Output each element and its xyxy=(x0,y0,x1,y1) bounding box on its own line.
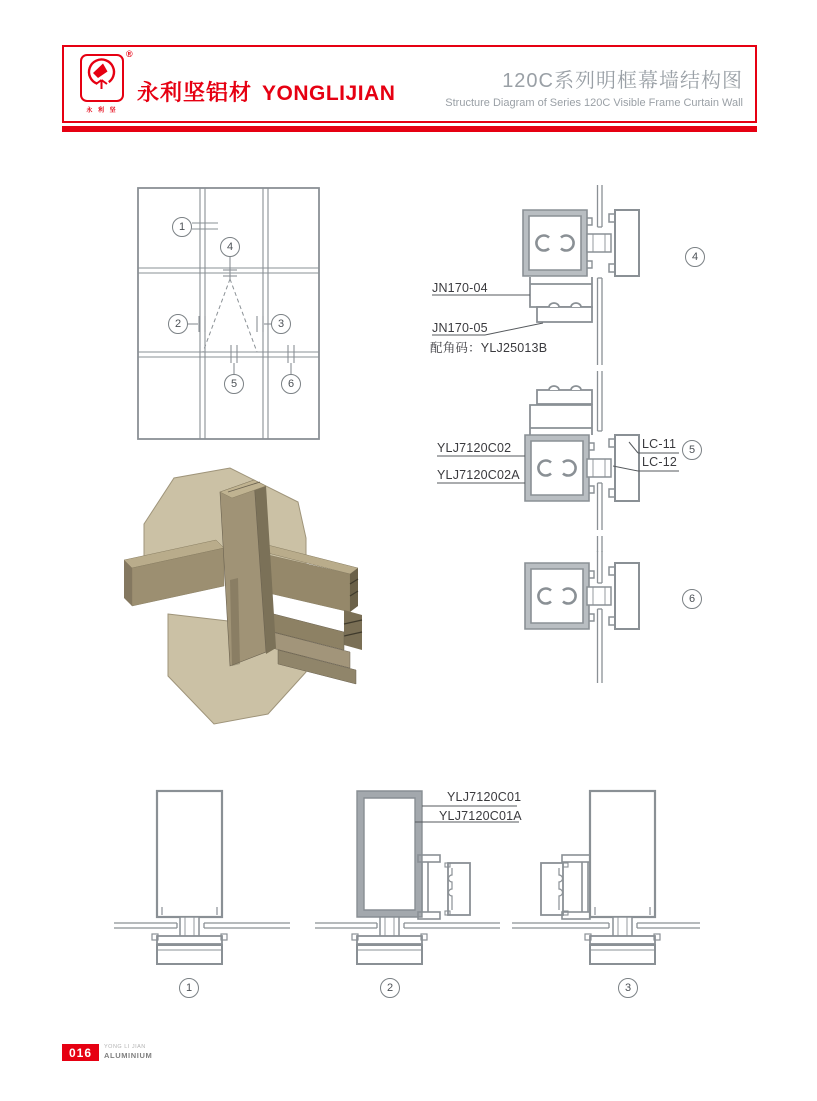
profile-3d-render xyxy=(118,462,366,734)
elevation-diagram xyxy=(130,182,330,444)
opening-sash-dashes xyxy=(203,279,257,352)
glass-plan-lines xyxy=(114,923,700,928)
elevation-callout-6: 6 xyxy=(281,374,301,394)
footer-brand-name: YONG LI JIAN xyxy=(104,1044,146,1050)
logo-caption: 永 利 坚 xyxy=(86,108,118,114)
transom-left-arm xyxy=(124,540,224,606)
part-label-jn170-05: JN170-05 xyxy=(432,321,488,335)
page-title-zh: 120C系列明框幕墙结构图 xyxy=(502,70,743,92)
elevation-callout-3: 3 xyxy=(271,314,291,334)
elevation-callout-2: 2 xyxy=(168,314,188,334)
bottom-callout-1: 1 xyxy=(179,978,199,998)
header-red-bar xyxy=(62,126,757,132)
detail-callout-5: 5 xyxy=(682,440,702,460)
part-label-ylj7120c01: YLJ7120C01 xyxy=(447,790,522,804)
footer-brand xyxy=(104,1044,152,1060)
elevation-callout-4: 4 xyxy=(220,237,240,257)
company-name-en: YONGLIJIAN xyxy=(262,82,396,105)
detail-callout-4: 4 xyxy=(685,247,705,267)
page-title-en: Structure Diagram of Series 120C Visible Frame Curtain Wall xyxy=(445,97,743,109)
part-label-lc-12: LC-12 xyxy=(642,455,678,469)
company-logo xyxy=(80,54,124,102)
registered-mark: ® xyxy=(126,49,133,59)
glass-section-lines xyxy=(598,185,603,683)
bottom-callout-2: 2 xyxy=(380,978,400,998)
footer-brand-aluminium: ALUMINIUM xyxy=(104,1050,153,1060)
elevation-callout-5: 5 xyxy=(224,374,244,394)
company-name-zh: 永利坚铝材 xyxy=(137,80,253,105)
part-label-jn170-04: JN170-04 xyxy=(432,281,488,295)
bottom-section-3 xyxy=(541,791,660,964)
elevation-callout-1: 1 xyxy=(172,217,192,237)
company-name xyxy=(137,76,395,107)
bottom-section-1 xyxy=(152,791,227,964)
part-label-lc-11: LC-11 xyxy=(642,437,677,451)
bottom-callout-3: 3 xyxy=(618,978,638,998)
part-label-ylj7120c02: YLJ7120C02 xyxy=(437,441,512,455)
part-label-ylj7120c02a: YLJ7120C02A xyxy=(437,468,520,482)
page-number-badge: 016 xyxy=(62,1044,99,1061)
bottom-sections-row xyxy=(100,780,710,995)
detail-section-4 xyxy=(432,210,639,335)
detail-callout-6: 6 xyxy=(682,589,702,609)
part-label-corner-code: 配角码：YLJ25013B xyxy=(430,341,548,355)
part-label-ylj7120c01a: YLJ7120C01A xyxy=(439,809,522,823)
page-title xyxy=(380,64,743,109)
detail-section-6 xyxy=(525,563,639,629)
logo-emblem-icon xyxy=(82,56,121,99)
